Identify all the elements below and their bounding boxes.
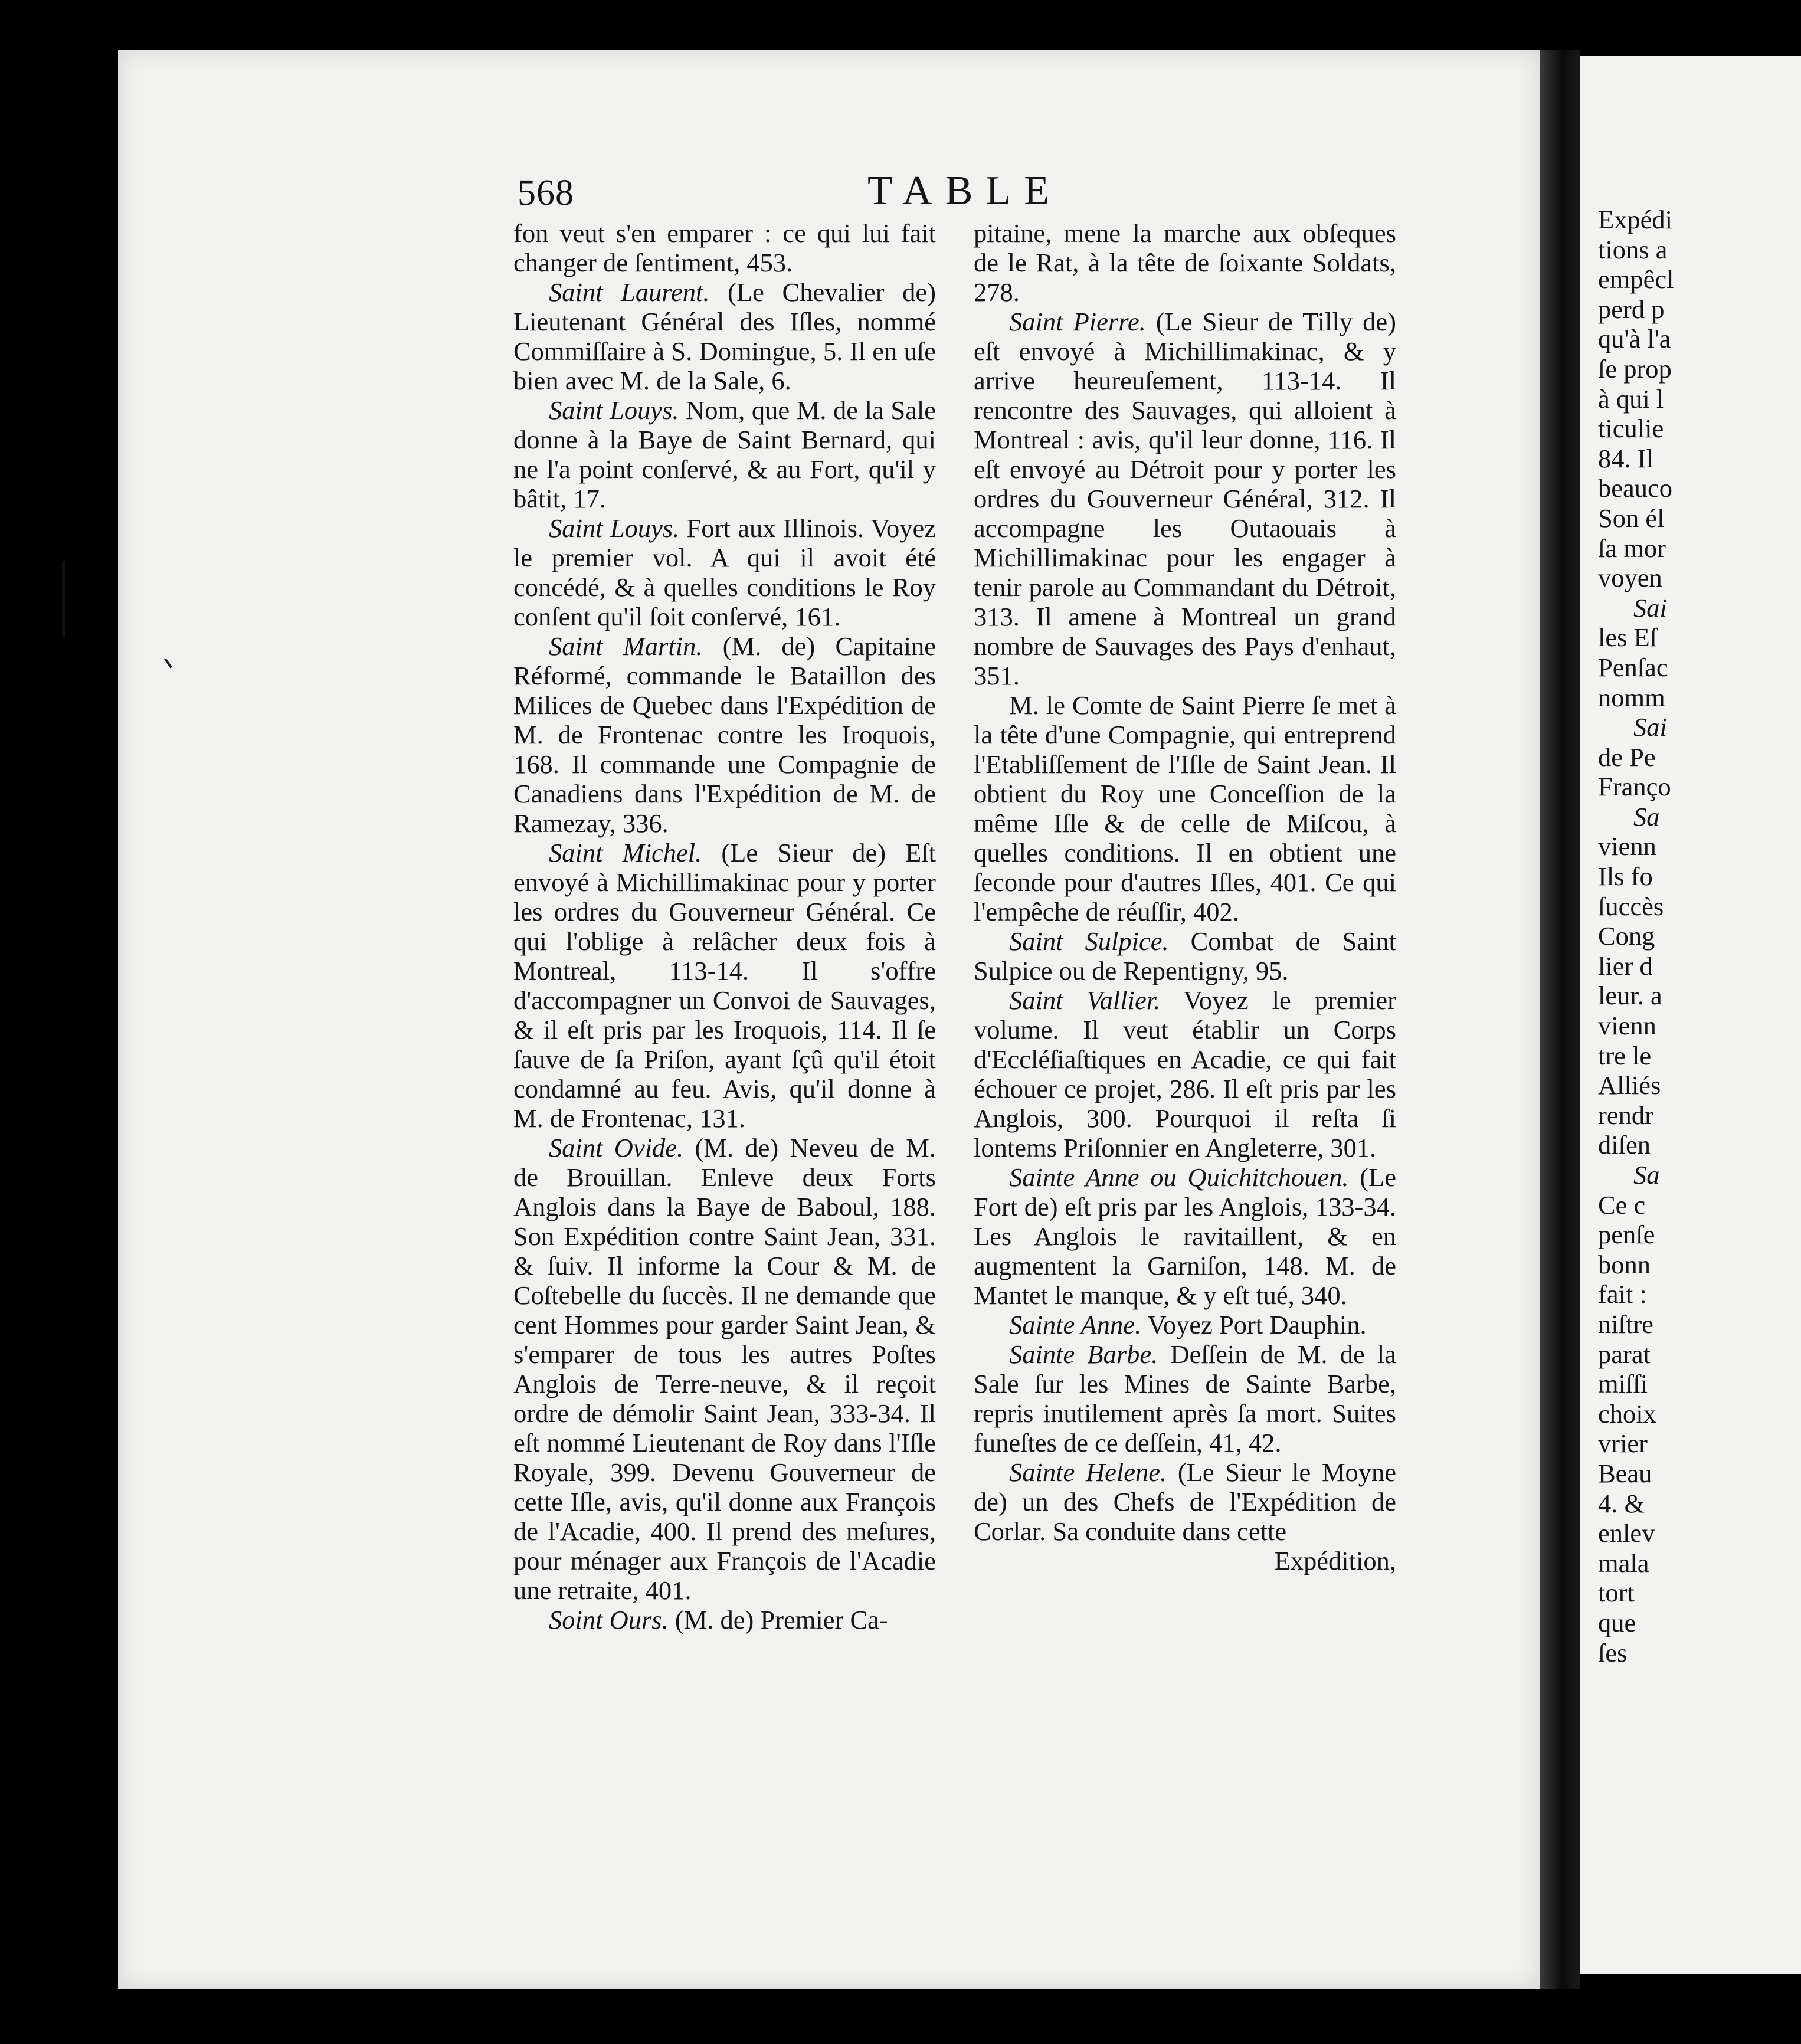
facing-line: parat [1598, 1339, 1651, 1369]
index-entry [974, 1162, 1396, 1310]
entry-heading: Sainte Barbe. [1009, 1339, 1158, 1369]
facing-line: Alliés [1598, 1070, 1661, 1100]
facing-line: Cong [1598, 921, 1655, 951]
entry-heading: Sainte Anne ou Quichitchouen. [1009, 1162, 1349, 1192]
margin-mark [62, 561, 65, 637]
facing-line: empêcl [1598, 264, 1674, 294]
index-entry [513, 395, 936, 513]
facing-line: Sa [1633, 1160, 1660, 1190]
entry-text: (Le Chevalier de) Lieutenant Général des Iſles, nommé Commiſſaire à S. Domingue, 5. Il en uſe bien avec M. de la Sale, 6. [513, 277, 936, 395]
facing-line: Ils fo [1598, 862, 1653, 892]
entry-text: Fort aux Illinois. Voyez le premier vol. A qui il avoit été concédé, & à quelles conditions le Roy conſent qu'il ſoit conſervé, 161. [513, 513, 936, 631]
facing-line: ſe prop [1598, 353, 1672, 384]
index-entry [513, 513, 936, 631]
facing-line: ſes [1598, 1637, 1628, 1668]
facing-line: Sai [1633, 592, 1667, 623]
facing-line: 84. Il [1598, 443, 1653, 473]
index-entry [974, 1457, 1396, 1546]
facing-line: perd p [1598, 294, 1665, 324]
facing-line: les Eſ [1598, 623, 1658, 653]
facing-line: ticulie [1598, 414, 1664, 444]
facing-line: miſſi [1598, 1369, 1648, 1399]
facing-line: choix [1598, 1398, 1656, 1429]
entry-heading: Saint Louys. [549, 513, 680, 543]
entry-text: Voyez Port Dauphin. [1147, 1310, 1367, 1339]
facing-line: tort [1598, 1578, 1635, 1608]
entry-heading: Saint Pierre. [1009, 307, 1146, 336]
facing-line: vienn [1598, 831, 1656, 862]
facing-line: vienn [1598, 1011, 1656, 1041]
index-entry [513, 1605, 936, 1634]
entry-text: M. le Comte de Saint Pierre ſe met à la tête d'une Compagnie, qui entreprend l'Etabliſſement de l'Iſle de Saint Jean. Il obtient du Roy une Conceſſion de la même Iſle & de celle de Miſcou, à quelles conditions. Il en obtient une ſeconde pour d'autres Iſles, 401. Ce qui l'empêche de réuſſir, 402. [974, 690, 1396, 926]
entry-heading: Sainte Helene. [1009, 1457, 1167, 1487]
entry-text: (M. de) Capitaine Réformé, commande le Bataillon des Milices de Quebec dans l'Expédition de M. de Frontenac contre les Iroquois, 168. Il commande une Compagnie de Canadiens dans l'Expédition de M. de Ramezay, 336. [513, 631, 936, 838]
index-entry [974, 985, 1396, 1162]
index-entry [974, 218, 1396, 307]
facing-line: de Pe [1598, 742, 1656, 772]
entry-text: (M. de) Premier Ca- [674, 1605, 888, 1634]
index-column-right [974, 218, 1396, 1575]
facing-line: que [1598, 1607, 1636, 1637]
index-entry [974, 1339, 1396, 1457]
facing-line: leur. a [1598, 981, 1662, 1011]
facing-line: Sai [1633, 712, 1667, 742]
facing-line: rendr [1598, 1100, 1653, 1130]
entry-heading: Saint Louys. [549, 395, 679, 425]
entry-text: (Le Sieur de) Eſt envoyé à Michillimakinac pour y porter les ordres du Gouverneur Général. Ce qui l'oblige à relâcher deux fois à Montreal, 113-14. Il s'offre d'accompagner un Convoi de Sauvages, & il eſt pris par les Iroquois, 114. Il ſe ſauve de ſa Priſon, ayant ſçû qu'il étoit condamné au feu. Avis, qu'il donne à M. de Frontenac, 131. [513, 838, 936, 1133]
entry-text: (Le Fort de) eſt pris par les Anglois, 133-34. Les Anglois le ravitaillent, & en augmentent la Garniſon, 148. M. de Mantet le manque, & y eſt tué, 340. [974, 1162, 1397, 1310]
entry-heading: Saint Vallier. [1009, 985, 1161, 1015]
index-column-left [513, 218, 936, 1634]
index-entry [974, 690, 1396, 926]
entry-heading: Saint Ovide. [549, 1133, 684, 1162]
facing-line: tions a [1598, 234, 1668, 264]
index-entry [513, 838, 936, 1133]
entry-heading: Soint Ours. [549, 1605, 669, 1634]
facing-line: ſuccès [1598, 891, 1664, 921]
facing-line: voyen [1598, 563, 1662, 593]
facing-line: Ce c [1598, 1190, 1646, 1220]
facing-line: Franço [1598, 772, 1671, 802]
index-entry [513, 277, 936, 395]
facing-line: diſen [1598, 1130, 1651, 1160]
facing-page-text [1598, 205, 1674, 1668]
facing-line: vrier [1598, 1429, 1648, 1459]
entry-text: pitaine, mene la marche aux obſeques de le Rat, à la tête de ſoixante Soldats, 278. [974, 218, 1396, 307]
facing-line: lier d [1598, 951, 1653, 981]
entry-heading: Saint Michel. [549, 838, 702, 867]
index-entry [974, 307, 1396, 690]
entry-text: Combat de Saint Sulpice ou de Repentigny, 95. [974, 926, 1397, 985]
entry-text: (M. de) Neveu de M. de Brouillan. Enleve deux Forts Anglois dans la Baye de Baboul, 188. Son Expédition contre Saint Jean, 331. & ſuiv. Il informe la Cour & M. de Coſtebelle du ſuccès. Il ne demande que cent Hommes pour garder Saint Jean, & s'emparer de tous les autres Poſtes Anglois de Terre-neuve, & il reçoit ordre de démolir Saint Jean, 333-34. Il eſt nommé Lieutenant de Roy dans l'Iſle Royale, 399. Devenu Gouverneur de cette Iſle, avis, qu'il donne aux François de l'Acadie, 400. Il prend des meſures, pour ménager aux François de l'Acadie une retraite, 401. [513, 1133, 936, 1605]
entry-text: Nom, que M. de la Sale donne à la Baye de Saint Bernard, qui ne l'a point conſervé, & au Fort, qu'il y bâtit, 17. [513, 395, 936, 513]
facing-line: ſa mor [1598, 533, 1666, 563]
facing-line: bonn [1598, 1249, 1651, 1279]
entry-text: Deſſein de M. de la Sale ſur les Mines de Sainte Barbe, repris inutilement après ſa mort. Suites funeſtes de ce deſſein, 41, 42. [974, 1339, 1397, 1457]
facing-page [1580, 56, 1801, 1974]
facing-line: Beau [1598, 1458, 1652, 1488]
page-number: 568 [518, 173, 574, 213]
index-entry [513, 218, 936, 277]
entry-text: (Le Sieur le Moyne de) un des Chefs de l'Expédition de Corlar. Sa conduite dans cette [974, 1457, 1397, 1546]
facing-line: mala [1598, 1548, 1649, 1578]
facing-line: tre le [1598, 1040, 1652, 1070]
index-entry [974, 1310, 1396, 1339]
entry-text: fon veut s'en emparer : ce qui lui fait changer de ſentiment, 453. [513, 218, 936, 277]
catchword: Expédition, [1274, 1546, 1396, 1575]
page-header [518, 168, 1412, 220]
book-gutter [1540, 50, 1580, 1989]
index-entry [513, 631, 936, 838]
index-entry [974, 926, 1396, 985]
entry-heading: Saint Sulpice. [1009, 926, 1169, 956]
entry-text: (Le Sieur de Tilly de) eſt envoyé à Michillimakinac, & y arrive heureuſement, 113-14. Il rencontre des Sauvages, qui alloient à Montreal : avis, qu'il leur donne, 116. Il eſt envoyé au Détroit pour y porter les ordres du Gouverneur Général, 312. Il accompagne les Outaouais à Michillimakinac pour les engager à tenir parole au Commandant du Détroit, 313. Il amene à Montreal un grand nombre de Sauvages des Pays d'enhaut, 351. [974, 307, 1396, 690]
facing-line: qu'à l'a [1598, 324, 1671, 354]
index-entry [513, 1133, 936, 1605]
entry-heading: Sainte Anne. [1009, 1310, 1142, 1339]
facing-line: nomm [1598, 682, 1665, 712]
entry-text: Voyez le premier volume. Il veut établir un Corps d'Eccléſiaſtiques en Acadie, ce qui fait échouer ce projet, 286. Il eſt pris par les Anglois, 300. Pourquoi il reſta ſi lontems Priſonnier en Angleterre, 301. [974, 985, 1396, 1162]
running-title: TABLE [867, 168, 1062, 214]
facing-line: Expédi [1598, 205, 1673, 234]
facing-line: Son él [1598, 503, 1665, 533]
facing-line: enlev [1598, 1518, 1655, 1548]
facing-line: penſe [1598, 1220, 1655, 1250]
facing-line: Penſac [1598, 652, 1668, 682]
facing-line: niſtre [1598, 1309, 1653, 1339]
facing-line: 4. & [1598, 1488, 1645, 1518]
facing-line: Sa [1633, 801, 1660, 831]
facing-line: fait : [1598, 1279, 1647, 1309]
facing-line: beauco [1598, 473, 1673, 503]
entry-heading: Saint Laurent. [549, 277, 710, 307]
entry-heading: Saint Martin. [549, 631, 703, 661]
facing-line: à qui l [1598, 384, 1664, 414]
